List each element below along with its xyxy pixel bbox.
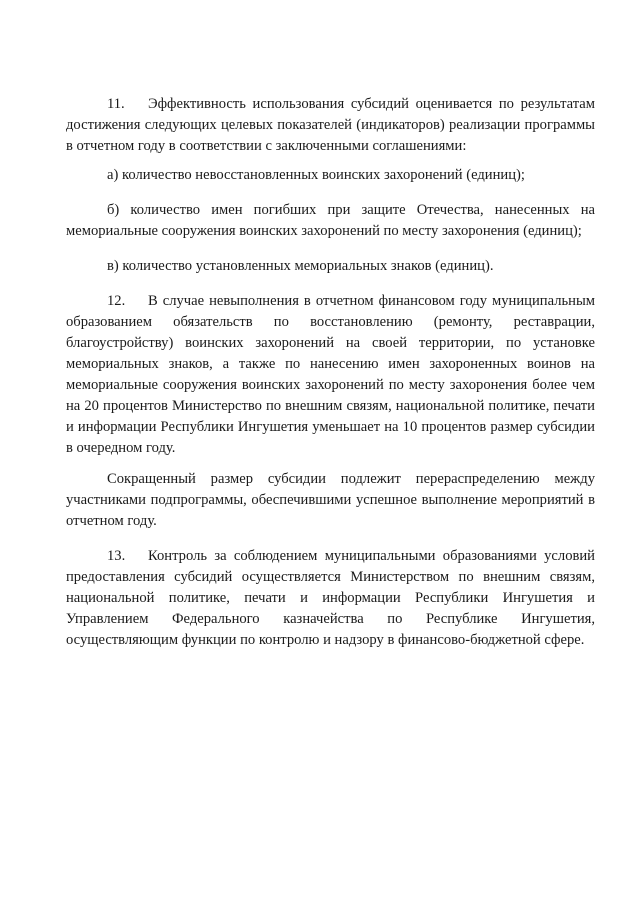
- paragraph-number: 13.: [107, 548, 126, 564]
- indicator-a: а) количество невосстановленных воинских захоронений (единиц);: [107, 167, 525, 183]
- paragraph-11: [66, 94, 595, 157]
- paragraph-12-continuation: Сокращенный размер субсидии подлежит перераспределению между участниками подпрограммы, обеспечившими успешное выполнение мероприятий в отчетном году.: [66, 471, 595, 529]
- paragraph-text: Эффективность использования субсидий оценивается по результатам достижения следующих целевых показателей (индикаторов) реализации программы в отчетном году в соответствии с заключенными соглашениями:: [66, 96, 595, 154]
- indicator-b: б) количество имен погибших при защите Отечества, нанесенных на мемориальные сооружения воинских захоронений по месту захоронения (единиц);: [66, 202, 595, 239]
- document-body: [66, 94, 595, 651]
- indicator-c: в) количество установленных мемориальных знаков (единиц).: [107, 258, 494, 274]
- paragraph-text: Контроль за соблюдением муниципальными образованиями условий предоставления субсидий осуществляется Министерством по внешним связям, национальной политике, печати и информации Республики Ингушетия и Управлением Федерального казначейства по Республике Ингушетия, осуществляющим функции по контролю и надзору в финансово-бюджетной сфере.: [66, 548, 595, 648]
- paragraph-12: [66, 291, 595, 459]
- paragraph-13: [66, 546, 595, 651]
- paragraph-number: 11.: [107, 96, 125, 112]
- paragraph-text: В случае невыполнения в отчетном финансовом году муниципальным образованием обязательств по восстановлению (ремонту, реставрации, благоустройству) воинских захоронений на своей территории, по установке мемориальных знаков, а также по нанесению имен захороненных воинов на мемориальные сооружения воинских захоронений по месту захоронения более чем на 20 процентов Министерство по внешним связям, национальной политике, печати и информации Республики Ингушетия уменьшает на 10 процентов размер субсидии в очередном году.: [66, 293, 595, 456]
- paragraph-number: 12.: [107, 293, 126, 309]
